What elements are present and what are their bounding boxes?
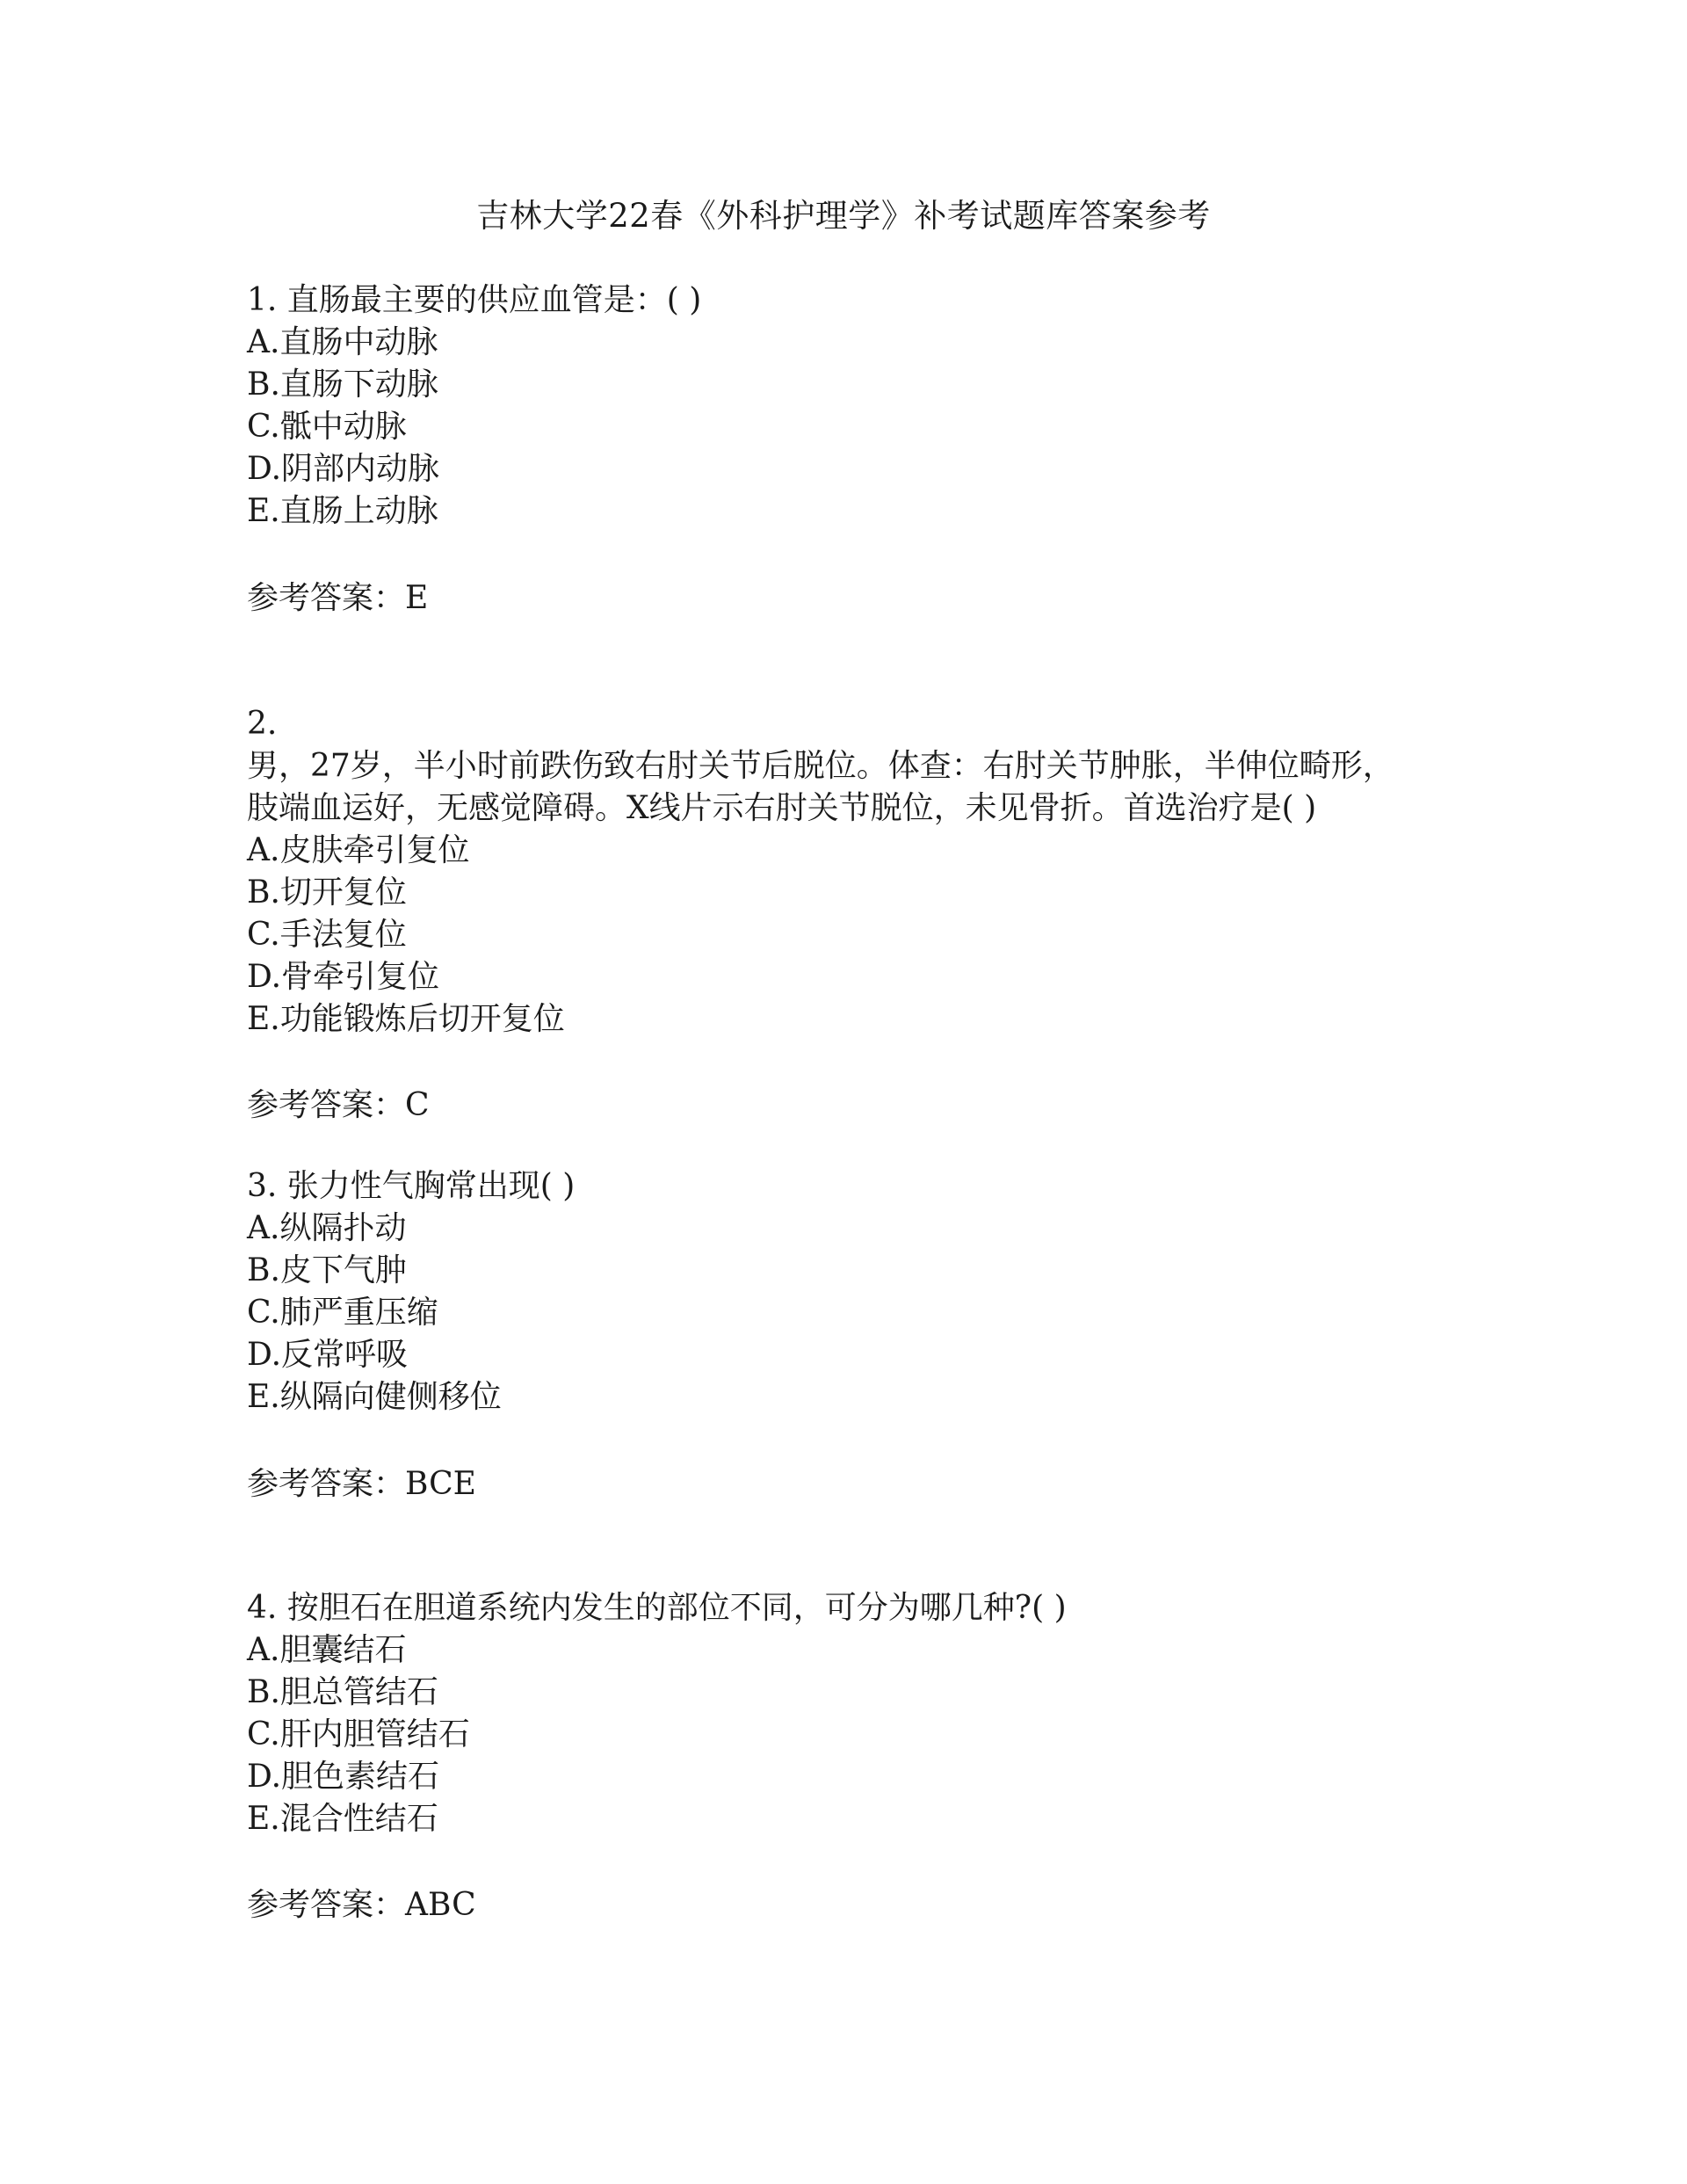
question-3-option-d: D.反常呼吸: [247, 1337, 409, 1373]
question-4-option-b: B.胆总管结石: [247, 1674, 438, 1710]
question-1-option-c: C.骶中动脉: [247, 409, 407, 445]
question-4-stem: 4. 按胆石在胆道系统内发生的部位不同，可分为哪几种?( ): [247, 1590, 1067, 1626]
question-1-option-d: D.阴部内动脉: [247, 451, 440, 487]
question-1-option-e: E.直肠上动脉: [247, 493, 438, 529]
question-2-stem-line-2: 肢端血运好，无感觉障碍。X线片示右肘关节脱位，未见骨折。首选治疗是( ): [247, 790, 1317, 826]
question-2-option-d: D.骨牵引复位: [247, 959, 440, 995]
question-2-stem-line-1: 男，27岁，半小时前跌伤致右肘关节后脱位。体查：右肘关节肿胀，半伸位畸形，: [247, 748, 1394, 784]
question-4-answer: 参考答案：ABC: [247, 1887, 476, 1923]
question-1-option-a: A.直肠中动脉: [247, 324, 438, 360]
question-2-number: 2.: [247, 706, 278, 742]
question-2-option-c: C.手法复位: [247, 917, 407, 953]
question-3-option-a: A.纵隔扑动: [247, 1210, 407, 1246]
question-2-option-a: A.皮肤牵引复位: [247, 832, 470, 868]
question-3-option-b: B.皮下气肿: [247, 1252, 407, 1288]
question-4-option-e: E.混合性结石: [247, 1801, 438, 1837]
question-2-option-e: E.功能锻炼后切开复位: [247, 1001, 565, 1037]
question-3-stem: 3. 张力性气胸常出现( ): [247, 1168, 576, 1204]
document-title: 吉林大学22春《外科护理学》补考试题库答案参考: [476, 197, 1211, 235]
question-4-option-c: C.肝内胆管结石: [247, 1716, 470, 1752]
question-3-option-e: E.纵隔向健侧移位: [247, 1379, 502, 1415]
question-4-option-a: A.胆囊结石: [247, 1632, 407, 1668]
question-2-answer: 参考答案：C: [247, 1087, 430, 1123]
question-3-answer: 参考答案：BCE: [247, 1466, 476, 1502]
question-3-option-c: C.肺严重压缩: [247, 1295, 438, 1331]
question-1-option-b: B.直肠下动脉: [247, 366, 438, 403]
question-4-option-d: D.胆色素结石: [247, 1759, 440, 1795]
question-1-stem: 1. 直肠最主要的供应血管是：( ): [247, 282, 702, 318]
question-1-answer: 参考答案：E: [247, 580, 429, 616]
question-2-option-b: B.切开复位: [247, 874, 407, 911]
